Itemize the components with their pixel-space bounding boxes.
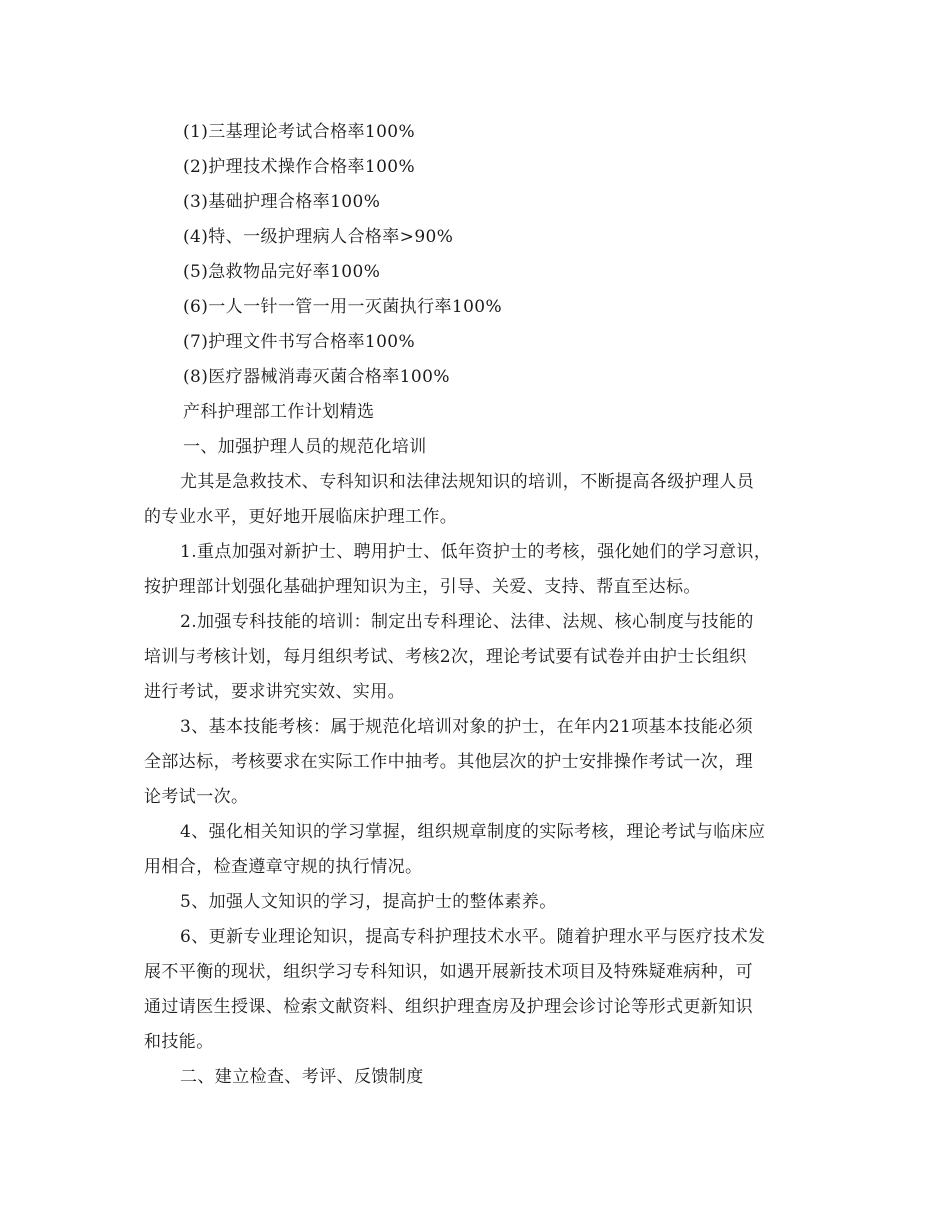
paragraph-line: 和技能。 [144,1032,214,1052]
paragraph-line: 用相合，检查遵章守规的执行情况。 [144,857,423,877]
paragraph-line: 全部达标，考核要求在实际工作中抽考。其他层次的护士安排操作考试一次，理 [144,752,753,772]
section-heading: 一、加强护理人员的规范化培训 [183,437,427,457]
document-title: 产科护理部工作计划精选 [183,402,375,422]
section-heading: 二、建立检查、考评、反馈制度 [180,1067,424,1087]
list-item: (7)护理文件书写合格率100% [183,332,416,352]
paragraph-line: 论考试一次。 [144,787,249,807]
paragraph-line: 进行考试，要求讲究实效、实用。 [144,682,405,702]
list-item: (5)急救物品完好率100% [183,262,381,282]
list-item: (2)护理技术操作合格率100% [183,157,416,177]
paragraph-line: 3、基本技能考核：属于规范化培训对象的护士，在年内21项基本技能必须 [180,717,754,737]
paragraph-line: 5、加强人文知识的学习，提高护士的整体素养。 [180,892,557,912]
list-item: (4)特、一级护理病人合格率>90% [183,227,454,247]
paragraph-line: 6、更新专业理论知识，提高专科护理技术水平。随着护理水平与医疗技术发 [180,927,766,947]
paragraph-line: 尤其是急救技术、专科知识和法律法规知识的培训，不断提高各级护理人员 [180,472,755,492]
paragraph-line: 1.重点加强对新护士、聘用护士、低年资护士的考核，强化她们的学习意识， [180,542,772,562]
paragraph-line: 2.加强专科技能的培训：制定出专科理论、法律、法规、核心制度与技能的 [180,612,754,632]
list-item: (1)三基理论考试合格率100% [183,122,416,142]
paragraph-line: 4、强化相关知识的学习掌握，组织规章制度的实际考核，理论考试与临床应 [180,822,766,842]
paragraph-line: 培训与考核计划，每月组织考试、考核2次，理论考试要有试卷并由护士长组织 [144,647,747,667]
list-item: (8)医疗器械消毒灭菌合格率100% [183,367,450,387]
list-item: (3)基础护理合格率100% [183,192,381,212]
paragraph-line: 通过请医生授课、检索文献资料、组织护理查房及护理会诊讨论等形式更新知识 [144,997,753,1017]
paragraph-line: 的专业水平，更好地开展临床护理工作。 [144,507,458,527]
paragraph-line: 按护理部计划强化基础护理知识为主，引导、关爱、支持、帮直至达标。 [144,577,701,597]
paragraph-line: 展不平衡的现状，组织学习专科知识，如遇开展新技术项目及特殊疑难病种，可 [144,962,753,982]
list-item: (6)一人一针一管一用一灭菌执行率100% [183,297,503,317]
